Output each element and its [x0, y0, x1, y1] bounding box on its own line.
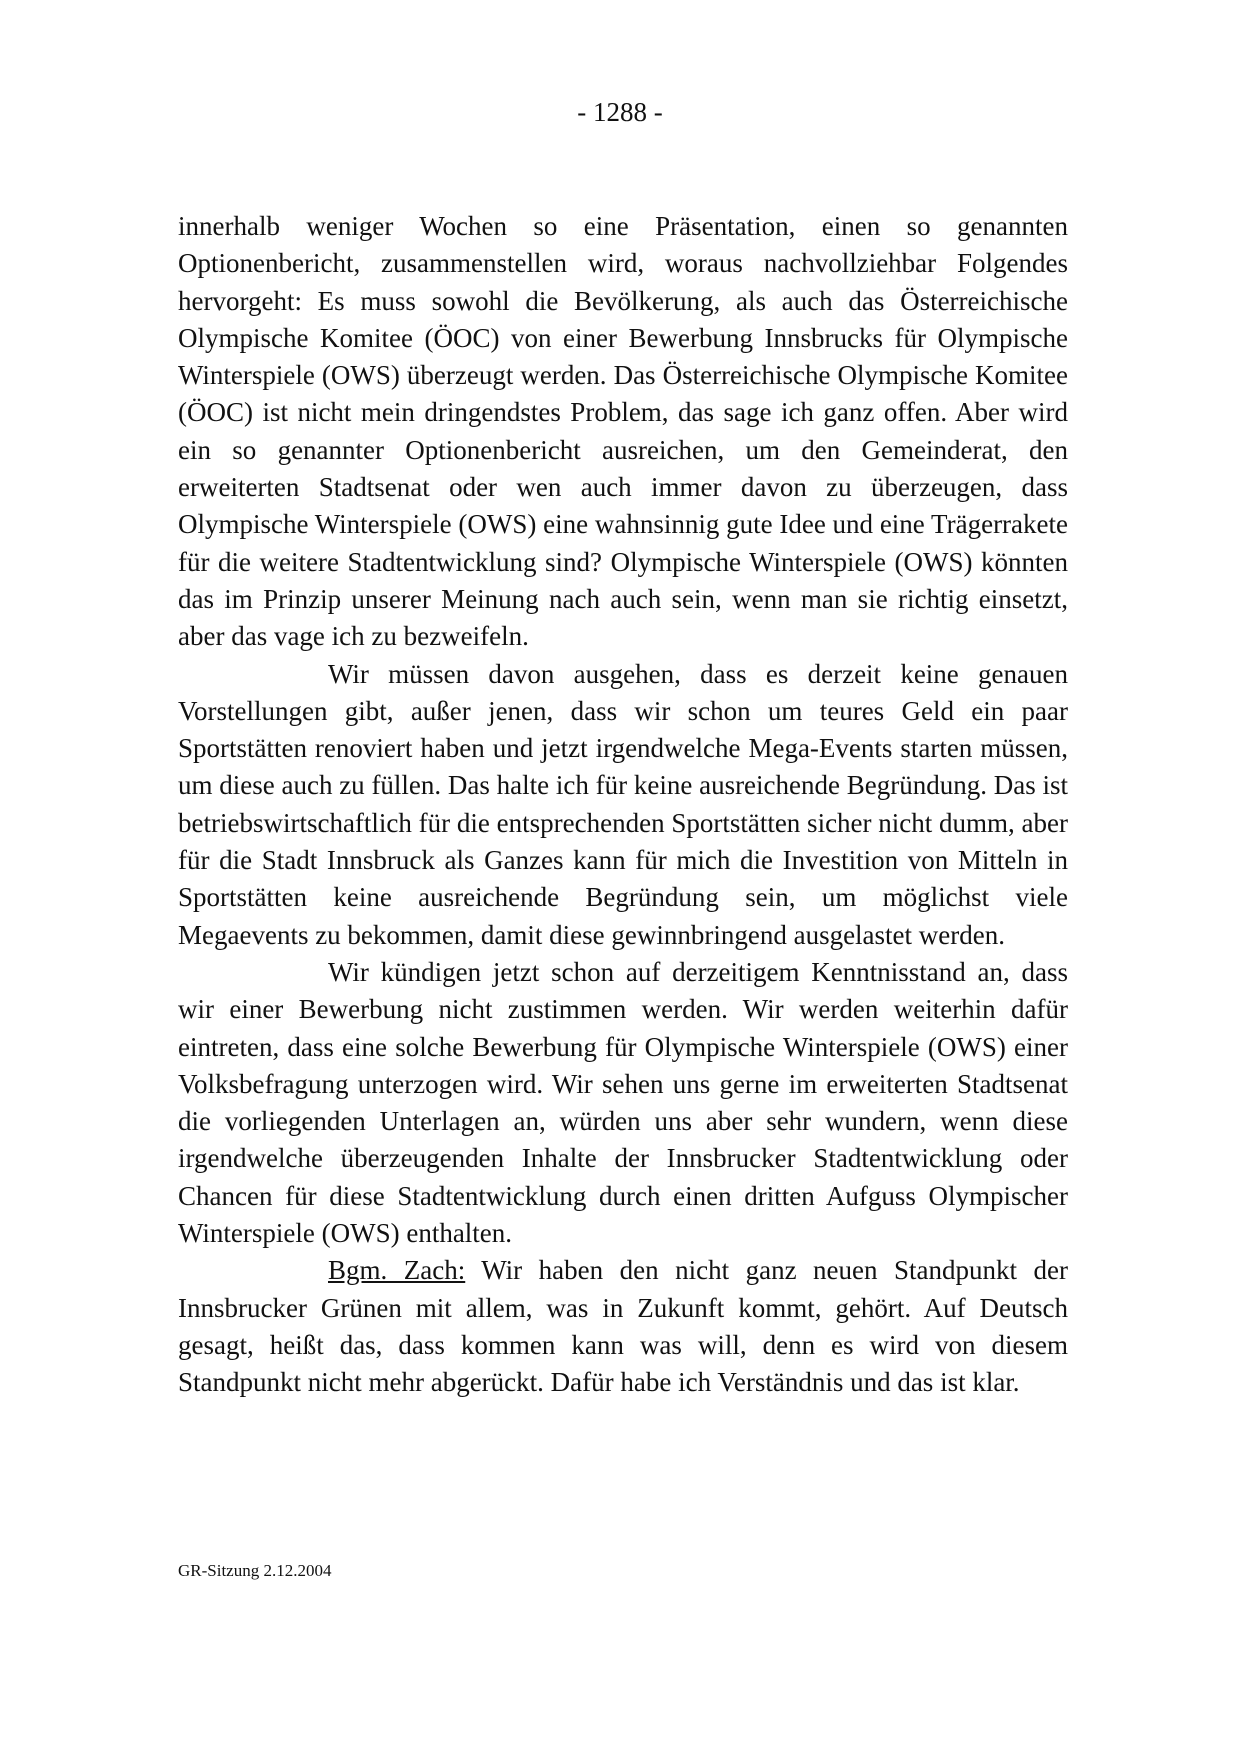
paragraph: Wir müssen davon ausgehen, dass es derzeit keine genauen Vorstellungen gibt, außer jenen, dass wir schon um teures Geld ein paar Sportstätten renoviert haben und jetzt irgendwelche Mega-Events starten müssen, um diese auch zu füllen. Das halte ich für keine ausreichende Begründung. Das ist betriebswirtschaftlich für die entsprechenden Sportstätten sicher nicht dumm, aber für die Stadt Innsbruck als Ganzes kann für mich die Investition von Mitteln in Sportstätten keine ausreichende Begründung sein, um möglichst viele Megaevents zu bekommen, damit diese gewinnbringend ausgelastet werden.	[178, 658, 1068, 950]
page-number: - 1288 -	[577, 97, 663, 127]
speaker-label: Bgm. Zach:	[328, 1255, 466, 1286]
document-body	[178, 208, 1068, 1402]
footer-session-label: GR-Sitzung 2.12.2004	[178, 1561, 332, 1580]
speaker-statement: Wir haben den nicht ganz neuen Standpunkt der Innsbrucker Grünen mit allem, was in Zukunft kommt, gehört. Auf Deutsch gesagt, heißt das, dass kommen kann was will, denn es wird von diesem Standpunkt nicht mehr abgerückt. Dafür habe ich Verständnis und das ist klar.	[178, 1255, 1068, 1398]
speaker-paragraph	[178, 1252, 1068, 1401]
paragraph-continuation: innerhalb weniger Wochen so eine Präsentation, einen so genannten Optionenbericht, zusammenstellen wird, woraus nachvollziehbar Folgendes hervorgeht: Es muss sowohl die Bevölkerung, als auch das Österreichische Olympische Komitee (ÖOC) von einer Bewerbung Innsbrucks für Olympische Winterspiele (OWS) überzeugt werden. Das Österreichische Olympische Komitee (ÖOC) ist nicht mein dringendstes Problem, das sage ich ganz offen. Aber wird ein so genannter Optionenbericht ausreichen, um den Gemeinderat, den erweiterten Stadtsenat oder wen auch immer davon zu überzeugen, dass Olympische Winterspiele (OWS) eine wahnsinnig gute Idee und eine Trägerrakete für die weitere Stadtentwicklung sind? Olympische Winterspiele (OWS) könnten das im Prinzip unserer Meinung nach auch sein, wenn man sie richtig einsetzt, aber das vage ich zu bezweifeln.	[178, 211, 1068, 652]
paragraph: Wir kündigen jetzt schon auf derzeitigem Kenntnisstand an, dass wir einer Bewerbung nicht zustimmen werden. Wir werden weiterhin dafür eintreten, dass eine solche Bewerbung für Olympische Winterspiele (OWS) einer Volksbefragung unterzogen wird. Wir sehen uns gerne im erweiterten Stadtsenat die vorliegenden Unterlagen an, würden uns aber sehr wundern, wenn diese irgendwelche überzeugenden Inhalte der Innsbrucker Stadtentwicklung oder Chancen für diese Stadtentwicklung durch einen dritten Aufguss Olympischer Winterspiele (OWS) enthalten.	[178, 956, 1068, 1249]
